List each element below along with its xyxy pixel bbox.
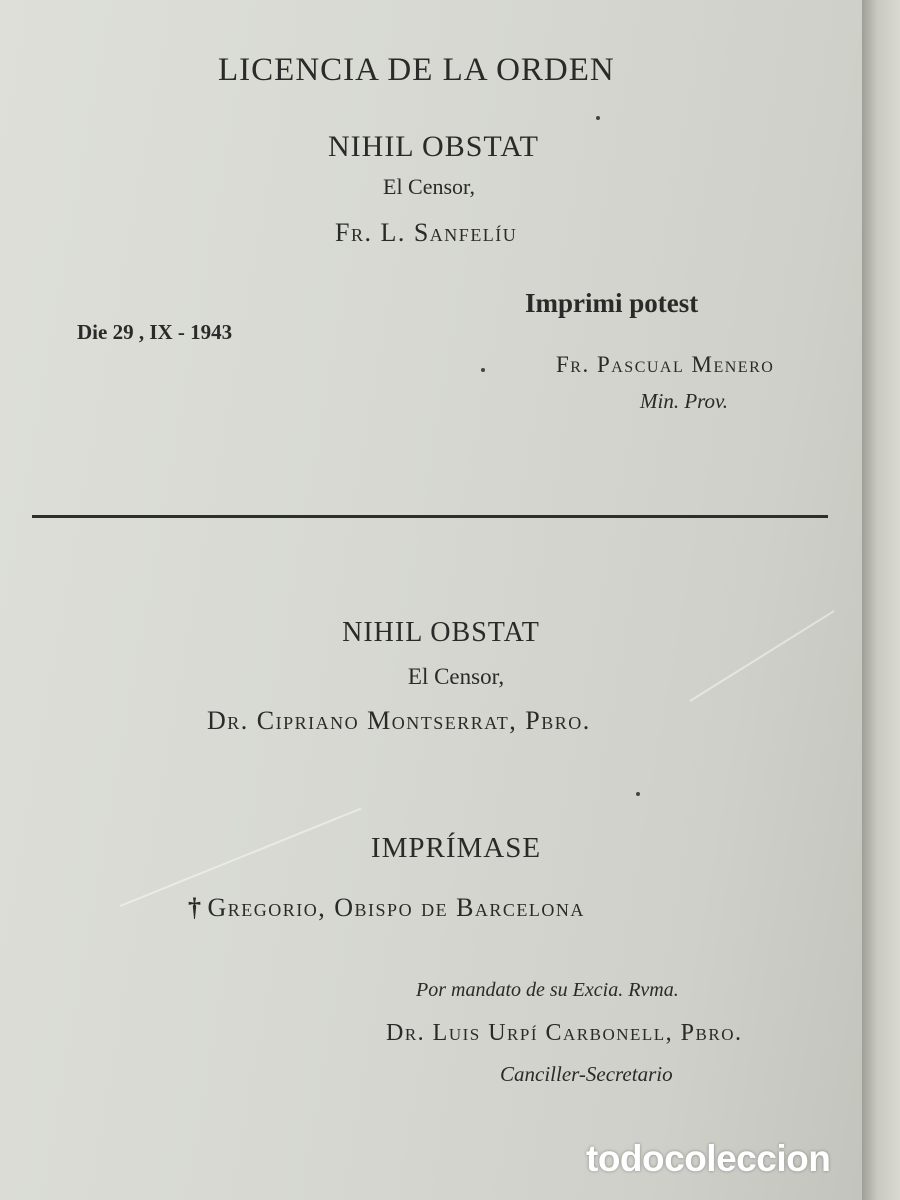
bishop-line	[188, 893, 585, 923]
secretary-title: Canciller-Secretario	[500, 1062, 673, 1086]
provincial-title: Min. Prov.	[640, 389, 729, 413]
mandate-line: Por mandato de su Excia. Rvma.	[416, 979, 679, 1001]
watermark-logo: todocoleccion	[586, 1138, 831, 1179]
provincial-name: Fr. Pascual Menero	[556, 352, 775, 377]
licencia-heading: LICENCIA DE LA ORDEN	[218, 52, 615, 88]
approval-date: Die 29 , IX - 1943	[77, 320, 233, 344]
censor-label: El Censor,	[383, 174, 475, 199]
nihil-obstat-heading-2: NIHIL OBSTAT	[342, 617, 540, 648]
next-page-edge	[862, 0, 900, 1200]
censor-name-2: Dr. Cipriano Montserrat, Pbro.	[207, 706, 591, 735]
imprimase-heading: IMPRÍMASE	[370, 832, 542, 864]
censor-label-2: El Censor,	[407, 664, 505, 689]
section-divider	[32, 515, 828, 518]
censor-name: Fr. L. Sanfelíu	[335, 218, 518, 247]
secretary-name: Dr. Luis Urpí Carbonell, Pbro.	[386, 1020, 743, 1046]
ink-speck	[596, 116, 600, 120]
nihil-obstat-heading: NIHIL OBSTAT	[328, 130, 539, 163]
cross-icon: †	[188, 893, 201, 922]
imprimi-potest-heading: Imprimi potest	[525, 288, 699, 318]
bishop-name: Gregorio, Obispo de Barcelona	[207, 893, 585, 922]
ink-speck	[481, 368, 485, 372]
ink-speck	[636, 792, 640, 796]
